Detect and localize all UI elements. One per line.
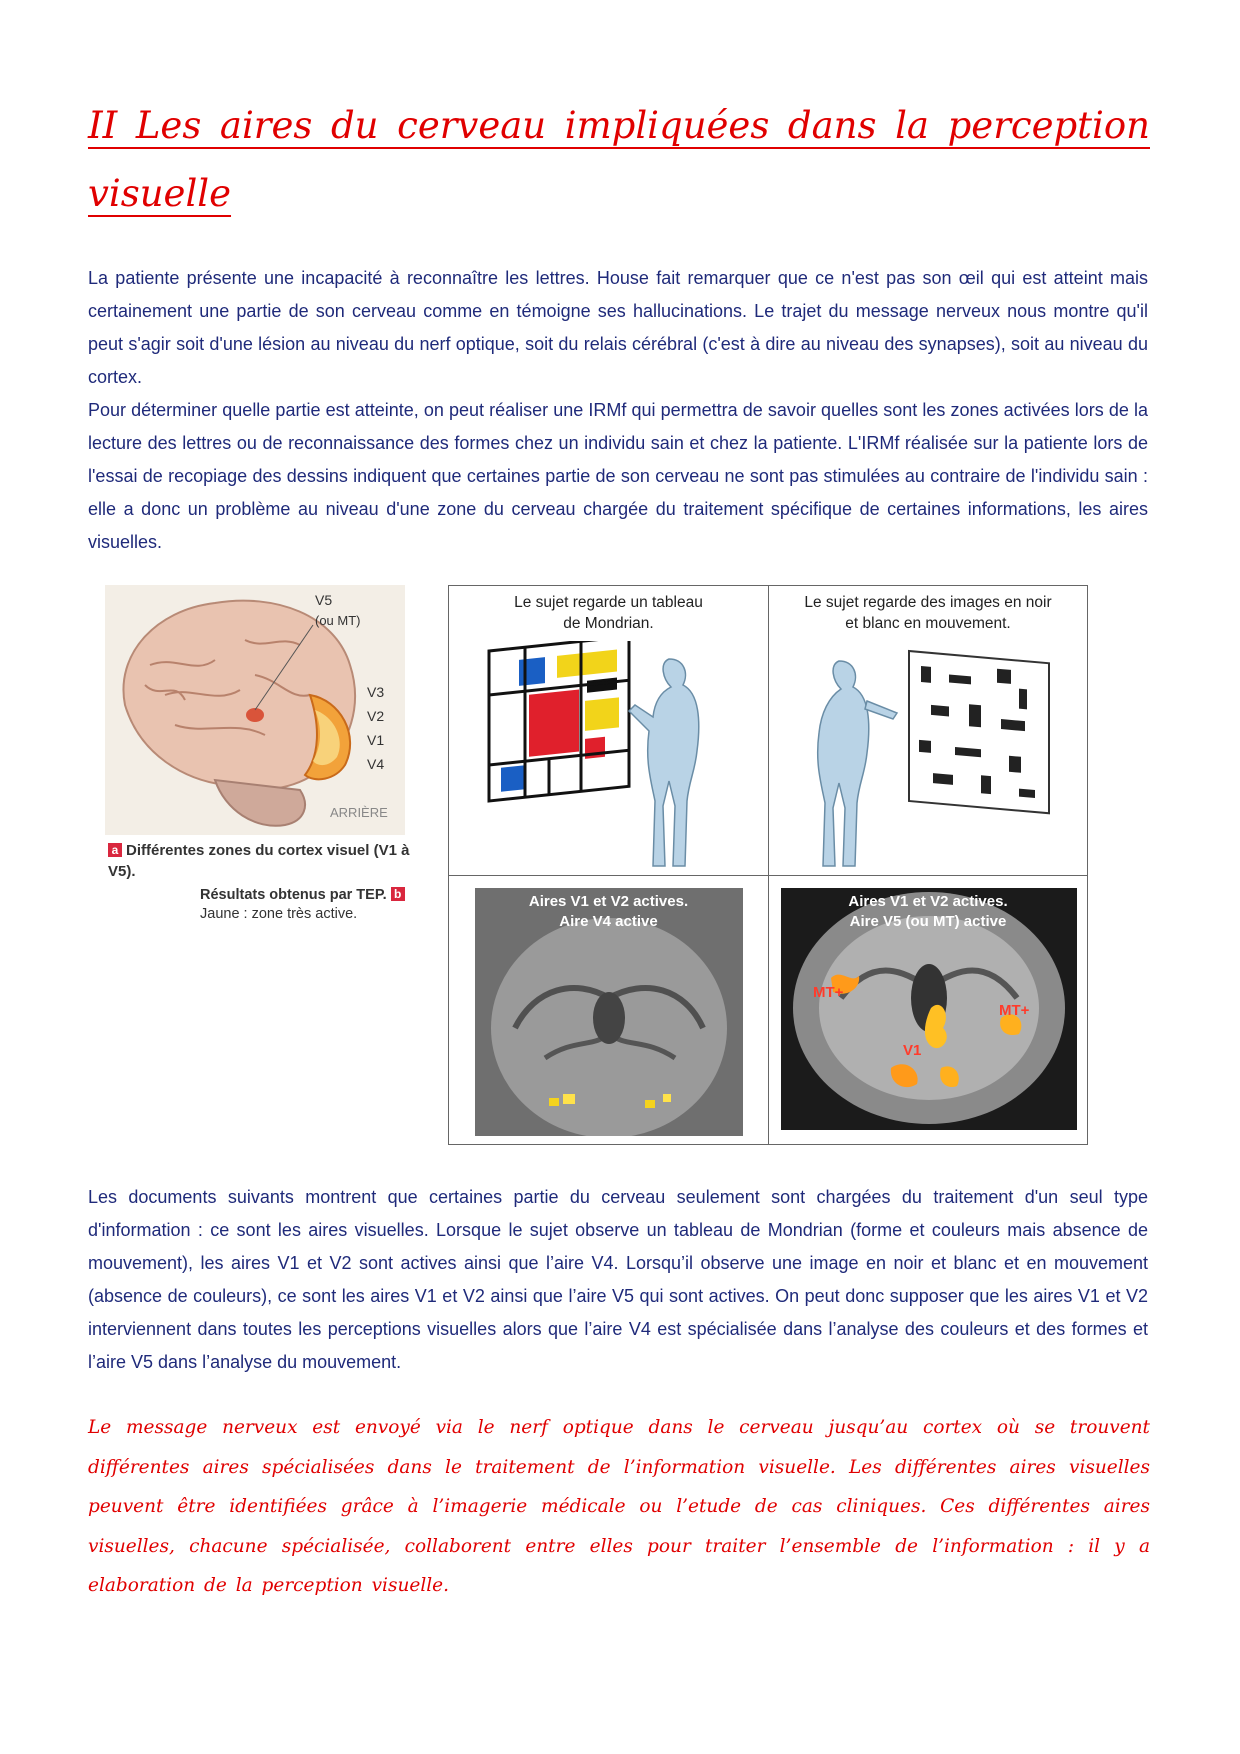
experiment-figure-grid <box>448 585 1088 1145</box>
scan-right-label-line-1: Aires V1 et V2 actives. <box>848 893 1008 910</box>
conclusion-text: Le message nerveux est envoyé via le nerf optique dans le cerveau jusqu’au cortex où se trouvent différentes aires spécialisées dans le traitement de l’information visuelle. Les différentes aires visuelles peuvent être identifiées grâce à l’imagerie médicale ou l’etude de cas cliniques. Ces différentes aires visuelles, chacune spécialisée, collaborent entre elles pour traiter l’ensemble de l’information : il y a elaboration de la perception visuelle. <box>88 1417 1150 1596</box>
scan-left-label <box>449 892 768 932</box>
brain-label-v5: V5 <box>315 592 333 608</box>
panel-scan-v4 <box>449 876 769 1144</box>
brain-label-v1: V1 <box>367 732 385 748</box>
brain-label-v5-alt: (ou MT) <box>315 613 361 628</box>
motion-scene <box>769 641 1085 874</box>
scan-left-label-line-2: Aire V4 active <box>559 913 658 930</box>
intro-paragraph-1: La patiente présente une incapacité à reconnaître les lettres. House fait remarquer que ce n'est pas son œil qui est atteint mais certainement une partie de son cerveau comme en témoigne ses hallucinations. Le trajet du message nerveux nous montre qu'il peut s'agir soit d'une lésion au niveau du nerf optique, soit du relais cérébral (c'est à dire au niveau des synapses), soit au niveau du cortex. <box>88 268 1148 387</box>
scan-tag-mt-right: MT+ <box>999 1002 1030 1019</box>
intro-paragraph-2: Pour déterminer quelle partie est atteinte, on peut réaliser une IRMf qui permettra de savoir quelles sont les zones activées lors de la lecture des lettres ou de reconnaissance des formes chez un individu sain et chez la patiente. L'IRMf réalisée sur la patiente lors de l'essai de recopiage des dessins indiquent que certaines partie de son cerveau ne sont pas stimulées au contraire de l'individu sain : elle a donc un problème au niveau d'une zone du cerveau chargée du traitement spécifique de certaines informations, les aires visuelles. <box>88 400 1148 552</box>
scan-right-label <box>769 892 1087 932</box>
caption-b-badge: b <box>391 887 405 901</box>
scan-right-label-line-2: Aire V5 (ou MT) active <box>849 913 1007 930</box>
mondrian-scene <box>449 641 767 874</box>
brain-label-v3: V3 <box>367 684 385 700</box>
caption-a <box>108 840 438 882</box>
panel-mondrian-title-line-2: de Mondrian. <box>563 615 654 632</box>
panel-motion <box>769 586 1087 876</box>
panel-mondrian-title-line-1: Le sujet regarde un tableau <box>514 594 703 611</box>
panel-mondrian-title <box>449 592 768 634</box>
scan-tag-mt-left: MT+ <box>813 984 844 1001</box>
panel-motion-title <box>769 592 1087 634</box>
panel-motion-title-line-1: Le sujet regarde des images en noir <box>804 594 1052 611</box>
panel-motion-title-line-2: et blanc en mouvement. <box>845 615 1011 632</box>
section-title: II Les aires du cerveau impliquées dans la perception visuelle <box>88 104 1150 215</box>
caption-b-note: Jaune : zone très active. <box>200 906 358 922</box>
brain-illustration <box>105 585 405 835</box>
panel-scan-v5 <box>769 876 1087 1144</box>
brain-label-v4: V4 <box>367 756 385 772</box>
documents-text <box>88 1181 1148 1379</box>
panel-mondrian <box>449 586 769 876</box>
brain-label-v2: V2 <box>367 708 385 724</box>
caption-a-badge: a <box>108 843 122 857</box>
caption-b <box>200 886 435 924</box>
documents-paragraph: Les documents suivants montrent que certaines partie du cerveau seulement sont chargées du traitement d'un seul type d'information : ce sont les aires visuelles. Lorsque le sujet observe un tableau de Mondrian (forme et couleurs mais absence de mouvement), les aires V1 et V2 sont actives ainsi que l’aire V4. Lorsqu’il observe une image en noir et blanc et en mouvement (absence de couleurs), ce sont les aires V1 et V2 ainsi que l’aire V5 qui sont actives. On peut donc supposer que les aires V1 et V2 interviennent dans toutes les perceptions visuelles alors que l’aire V4 est spécialisée dans l’analyse des couleurs et des formes et l’aire V5 dans l’analyse du mouvement. <box>88 1187 1148 1372</box>
caption-b-title: Résultats obtenus par TEP. <box>200 887 387 903</box>
brain-label-arriere: ARRIÈRE <box>330 805 388 820</box>
scan-left-label-line-1: Aires V1 et V2 actives. <box>528 893 689 910</box>
intro-text <box>88 262 1148 559</box>
caption-a-text: Différentes zones du cortex visuel (V1 à V5). <box>108 842 410 880</box>
scan-tag-v1: V1 <box>903 1042 922 1059</box>
